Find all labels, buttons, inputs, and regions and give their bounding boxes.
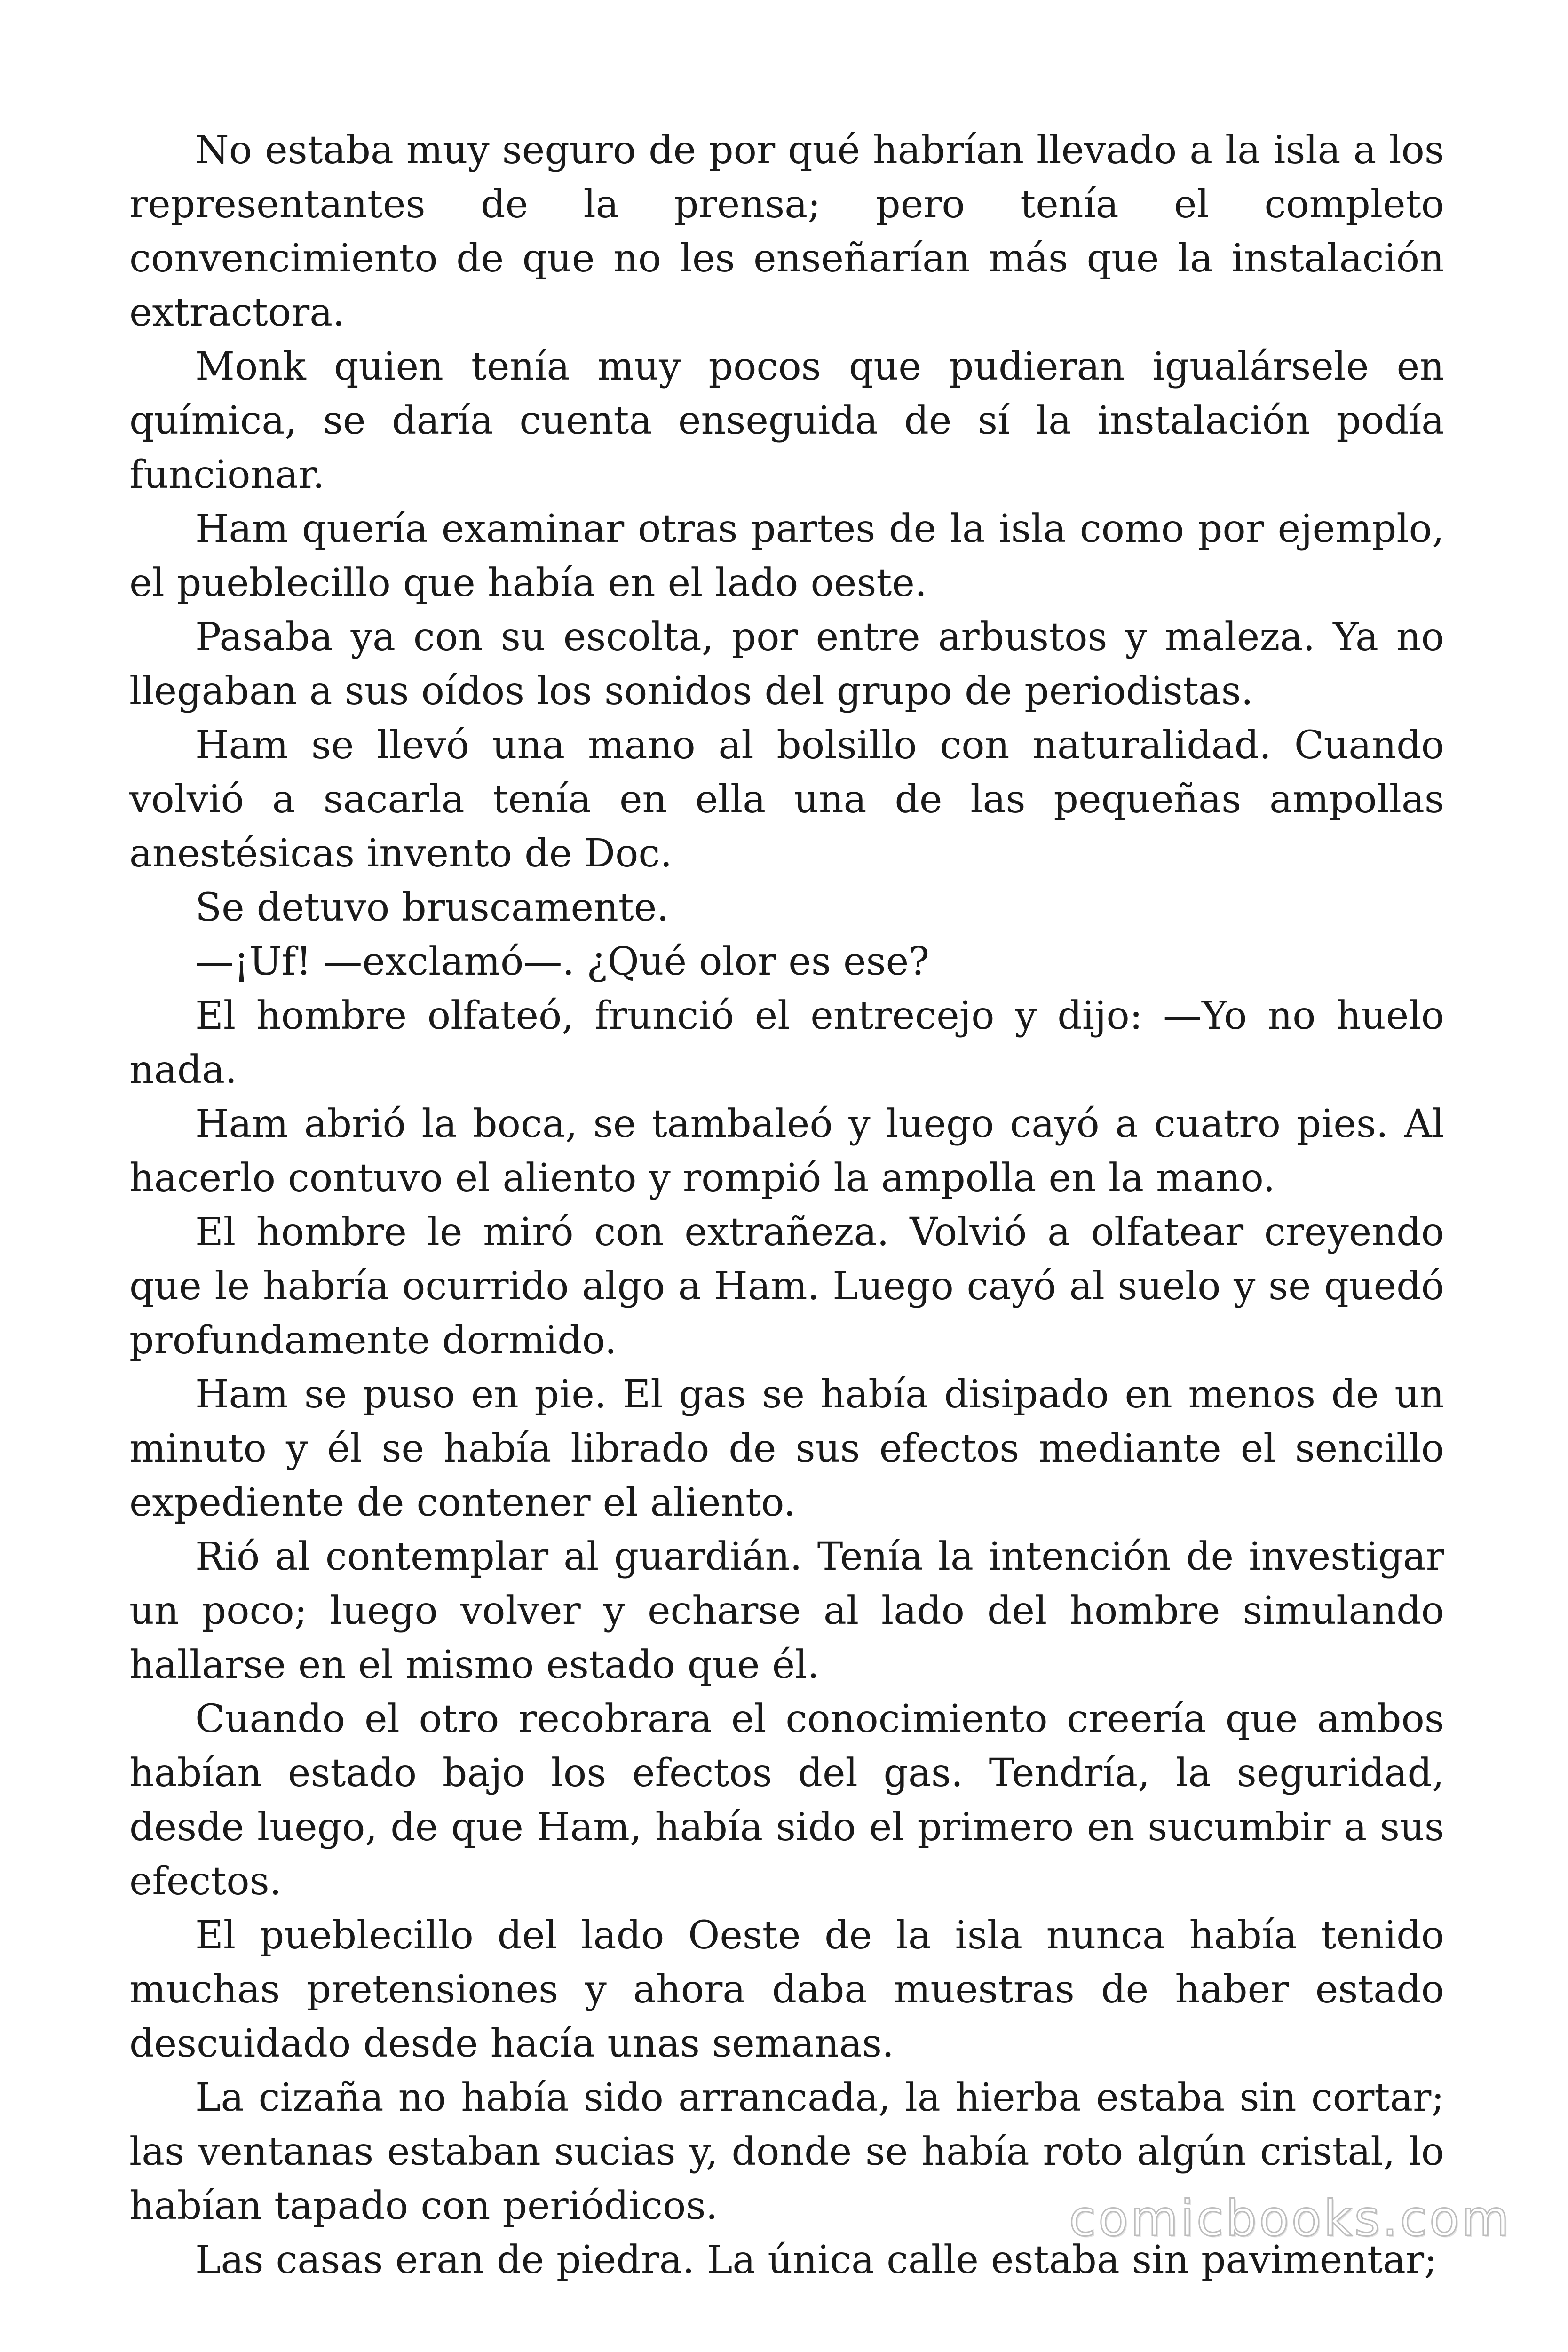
- paragraph: La cizaña no había sido arrancada, la hierba estaba sin cortar; las ventanas estaban sucias y, donde se había roto algún cristal, lo habían tapado con periódicos.: [129, 2075, 1444, 2228]
- paragraph: El hombre olfateó, frunció el entrecejo y dijo: —Yo no huelo nada.: [129, 993, 1444, 1092]
- paragraph: Pasaba ya con su escolta, por entre arbustos y maleza. Ya no llegaban a sus oídos los sonidos del grupo de periodistas.: [129, 615, 1444, 714]
- paragraph: No estaba muy seguro de por qué habrían llevado a la isla a los representantes de la prensa; pero tenía el completo convencimiento de que no les enseñarían más que la instalación extractora.: [129, 128, 1444, 335]
- paragraph: Ham se puso en pie. El gas se había disipado en menos de un minuto y él se había librado de sus efectos mediante el sencillo expediente de contener el aliento.: [129, 1372, 1444, 1525]
- paragraph: Ham se llevó una mano al bolsillo con naturalidad. Cuando volvió a sacarla tenía en ella una de las pequeñas ampollas anestésicas invento de Doc.: [129, 723, 1444, 876]
- paragraph: Rió al contemplar al guardián. Tenía la intención de investigar un poco; luego volver y echarse al lado del hombre simulando hallarse en el mismo estado que él.: [129, 1534, 1444, 1687]
- paragraph: Ham quería examinar otras partes de la isla como por ejemplo, el pueblecillo que había en el lado oeste.: [129, 507, 1444, 605]
- paragraph: Las casas eran de piedra. La única calle estaba sin pavimentar;: [195, 2238, 1437, 2282]
- body-text: [129, 123, 1444, 2287]
- paragraph: El hombre le miró con extrañeza. Volvió a olfatear creyendo que le habría ocurrido algo a Ham. Luego cayó al suelo y se quedó profundamente dormido.: [129, 1210, 1444, 1363]
- paragraph: —¡Uf! —exclamó—. ¿Qué olor es ese?: [195, 939, 930, 984]
- paragraph: Se detuvo bruscamente.: [195, 885, 669, 930]
- paragraph: Ham abrió la boca, se tambaleó y luego cayó a cuatro pies. Al hacerlo contuvo el aliento y rompió la ampolla en la mano.: [129, 1102, 1444, 1200]
- paragraph: Monk quien tenía muy pocos que pudieran igualársele en química, se daría cuenta enseguida de sí la instalación podía funcionar.: [129, 344, 1444, 497]
- paragraph: Cuando el otro recobrara el conocimiento creería que ambos habían estado bajo los efectos del gas. Tendría, la seguridad, desde luego, de que Ham, había sido el primero en sucumbir a sus efectos.: [129, 1697, 1444, 1904]
- paragraph: El pueblecillo del lado Oeste de la isla nunca había tenido muchas pretensiones y ahora daba muestras de haber estado descuidado desde hacía unas semanas.: [129, 1913, 1444, 2066]
- watermark: comicbooks.com: [1069, 2190, 1512, 2247]
